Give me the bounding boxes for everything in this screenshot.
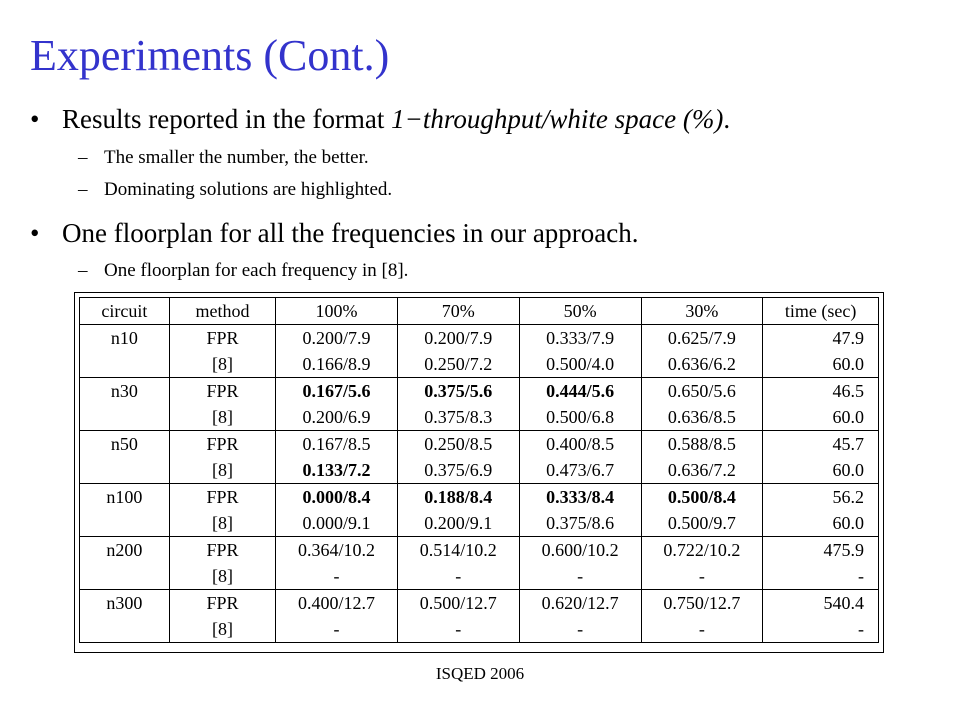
bullet-marker: • bbox=[30, 218, 40, 248]
cell-value: 0.188/8.4 bbox=[397, 484, 519, 511]
subbullet-text: The smaller the number, the better. bbox=[104, 147, 369, 168]
cell-method: FPR bbox=[169, 325, 275, 352]
cell-circuit: n50 bbox=[80, 431, 170, 484]
cell-value: 0.166/8.9 bbox=[276, 351, 398, 378]
cell-value: 0.750/12.7 bbox=[641, 590, 763, 617]
cell-method: FPR bbox=[169, 590, 275, 617]
header-method: method bbox=[169, 298, 275, 325]
cell-value: - bbox=[276, 616, 398, 643]
cell-circuit: n200 bbox=[80, 537, 170, 590]
cell-value: 0.250/8.5 bbox=[397, 431, 519, 458]
cell-value: 0.133/7.2 bbox=[276, 457, 398, 484]
cell-value: 0.500/12.7 bbox=[397, 590, 519, 617]
table-row bbox=[80, 457, 879, 484]
cell-time: 60.0 bbox=[763, 351, 879, 378]
cell-value: 0.375/5.6 bbox=[397, 378, 519, 405]
subbullet-marker: – bbox=[78, 147, 88, 168]
cell-value: - bbox=[519, 563, 641, 590]
cell-value: 0.167/8.5 bbox=[276, 431, 398, 458]
cell-time: 45.7 bbox=[763, 431, 879, 458]
cell-circuit: n30 bbox=[80, 378, 170, 431]
cell-value: 0.000/8.4 bbox=[276, 484, 398, 511]
cell-time: 56.2 bbox=[763, 484, 879, 511]
cell-value: 0.588/8.5 bbox=[641, 431, 763, 458]
cell-method: FPR bbox=[169, 431, 275, 458]
cell-value: 0.200/6.9 bbox=[276, 404, 398, 431]
cell-value: 0.500/6.8 bbox=[519, 404, 641, 431]
cell-time: 47.9 bbox=[763, 325, 879, 352]
cell-value: 0.600/10.2 bbox=[519, 537, 641, 564]
cell-value: 0.514/10.2 bbox=[397, 537, 519, 564]
cell-method: [8] bbox=[169, 457, 275, 484]
table-row bbox=[80, 431, 879, 458]
cell-value: - bbox=[276, 563, 398, 590]
cell-method: [8] bbox=[169, 404, 275, 431]
cell-method: FPR bbox=[169, 378, 275, 405]
cell-value: 0.167/5.6 bbox=[276, 378, 398, 405]
cell-value: 0.636/7.2 bbox=[641, 457, 763, 484]
cell-value: - bbox=[397, 563, 519, 590]
cell-time: - bbox=[763, 563, 879, 590]
cell-value: - bbox=[641, 563, 763, 590]
cell-value: 0.375/8.6 bbox=[519, 510, 641, 537]
cell-method: [8] bbox=[169, 563, 275, 590]
cell-value: 0.620/12.7 bbox=[519, 590, 641, 617]
cell-value: - bbox=[519, 616, 641, 643]
cell-time: 46.5 bbox=[763, 378, 879, 405]
cell-value: 0.200/7.9 bbox=[397, 325, 519, 352]
table-row bbox=[80, 404, 879, 431]
cell-time: 540.4 bbox=[763, 590, 879, 617]
cell-value: 0.200/7.9 bbox=[276, 325, 398, 352]
bullet-text bbox=[62, 106, 730, 133]
cell-value: 0.000/9.1 bbox=[276, 510, 398, 537]
table-body bbox=[80, 325, 879, 643]
cell-value: 0.333/8.4 bbox=[519, 484, 641, 511]
cell-value: 0.636/6.2 bbox=[641, 351, 763, 378]
header-50: 50% bbox=[519, 298, 641, 325]
cell-value: - bbox=[397, 616, 519, 643]
cell-time: 60.0 bbox=[763, 404, 879, 431]
header-circuit: circuit bbox=[80, 298, 170, 325]
cell-value: 0.375/6.9 bbox=[397, 457, 519, 484]
slide-title: Experiments (Cont.) bbox=[30, 31, 390, 80]
slide-footer: ISQED 2006 bbox=[435, 664, 525, 683]
cell-method: [8] bbox=[169, 616, 275, 643]
subbullet-text: One floorplan for each frequency in [8]. bbox=[104, 260, 409, 281]
cell-circuit: n10 bbox=[80, 325, 170, 378]
cell-time: 60.0 bbox=[763, 457, 879, 484]
table-row bbox=[80, 484, 879, 511]
cell-value: 0.500/8.4 bbox=[641, 484, 763, 511]
table-row bbox=[80, 563, 879, 590]
cell-value: 0.364/10.2 bbox=[276, 537, 398, 564]
cell-method: [8] bbox=[169, 510, 275, 537]
cell-value: 0.200/9.1 bbox=[397, 510, 519, 537]
header-70: 70% bbox=[397, 298, 519, 325]
cell-time: - bbox=[763, 616, 879, 643]
subbullet-marker: – bbox=[78, 260, 88, 281]
table-row bbox=[80, 325, 879, 352]
results-table bbox=[79, 297, 879, 643]
cell-value: 0.333/7.9 bbox=[519, 325, 641, 352]
cell-value: 0.650/5.6 bbox=[641, 378, 763, 405]
cell-value: 0.444/5.6 bbox=[519, 378, 641, 405]
cell-value: 0.722/10.2 bbox=[641, 537, 763, 564]
cell-value: 0.375/8.3 bbox=[397, 404, 519, 431]
cell-value: 0.500/9.7 bbox=[641, 510, 763, 537]
header-100: 100% bbox=[276, 298, 398, 325]
cell-time: 60.0 bbox=[763, 510, 879, 537]
table-row bbox=[80, 537, 879, 564]
cell-circuit: n300 bbox=[80, 590, 170, 643]
subbullet-text: Dominating solutions are highlighted. bbox=[104, 179, 393, 200]
bullet-text-suffix: . bbox=[723, 104, 731, 134]
bullet-marker: • bbox=[30, 104, 40, 134]
cell-method: [8] bbox=[169, 351, 275, 378]
cell-value: - bbox=[641, 616, 763, 643]
table-row bbox=[80, 616, 879, 643]
table-row bbox=[80, 510, 879, 537]
cell-circuit: n100 bbox=[80, 484, 170, 537]
cell-value: 0.636/8.5 bbox=[641, 404, 763, 431]
cell-time: 475.9 bbox=[763, 537, 879, 564]
cell-value: 0.400/12.7 bbox=[276, 590, 398, 617]
table-header-row bbox=[80, 298, 879, 325]
cell-value: 0.625/7.9 bbox=[641, 325, 763, 352]
subbullet-marker: – bbox=[78, 179, 88, 200]
table-row bbox=[80, 590, 879, 617]
bullet-text: One floorplan for all the frequencies in our approach. bbox=[62, 218, 639, 248]
cell-value: 0.250/7.2 bbox=[397, 351, 519, 378]
cell-value: 0.473/6.7 bbox=[519, 457, 641, 484]
table-row bbox=[80, 378, 879, 405]
header-time: time (sec) bbox=[763, 298, 879, 325]
cell-method: FPR bbox=[169, 484, 275, 511]
header-30: 30% bbox=[641, 298, 763, 325]
bullet-text-prefix: Results reported in the format bbox=[62, 104, 392, 134]
cell-value: 0.400/8.5 bbox=[519, 431, 641, 458]
cell-method: FPR bbox=[169, 537, 275, 564]
cell-value: 0.500/4.0 bbox=[519, 351, 641, 378]
bullet-text-formula: 1−throughput/white space (%) bbox=[391, 104, 724, 134]
table-row bbox=[80, 351, 879, 378]
